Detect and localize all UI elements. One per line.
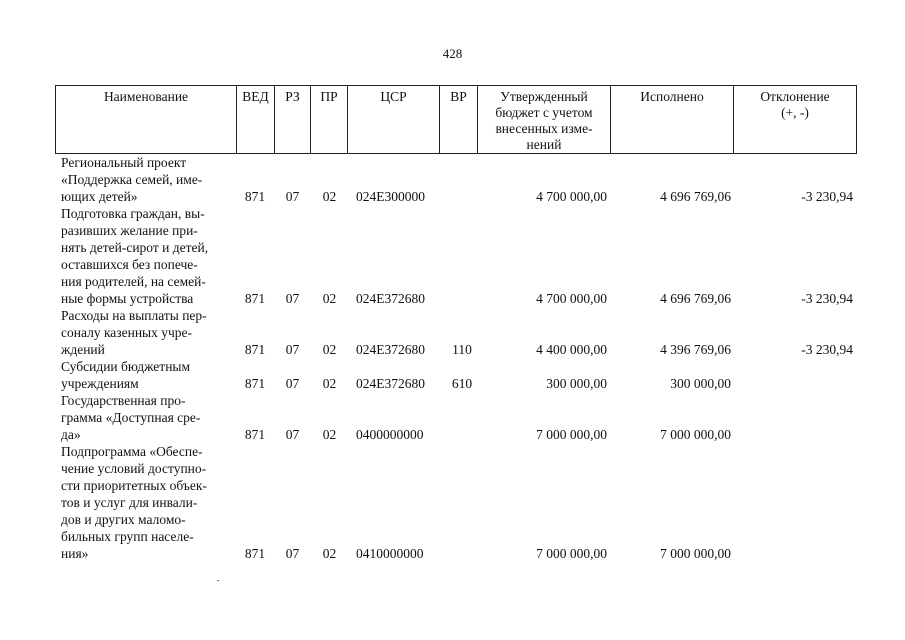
table-body bbox=[55, 154, 861, 562]
row-ved: 871 bbox=[244, 376, 266, 391]
row-rz: 07 bbox=[285, 376, 300, 391]
row-executed: 7 000 000,00 bbox=[660, 546, 731, 561]
header-approved bbox=[478, 86, 611, 154]
table-header bbox=[55, 85, 857, 154]
table-row bbox=[55, 154, 861, 205]
header-approved-label: Утвержденный бюджет с учетом внесенных изме- нений bbox=[495, 89, 593, 152]
row-ved: 871 bbox=[244, 291, 266, 306]
row-rz: 07 bbox=[285, 189, 300, 204]
table-row bbox=[55, 205, 861, 307]
row-ved: 871 bbox=[244, 189, 266, 204]
row-pr: 02 bbox=[322, 342, 337, 357]
row-ved: 871 bbox=[244, 342, 266, 357]
header-name-label: Наименование bbox=[103, 89, 189, 104]
header-csr-label: ЦСР bbox=[380, 89, 407, 104]
header-pr bbox=[311, 86, 348, 154]
row-csr: 024Е300000 bbox=[356, 189, 425, 204]
header-vr bbox=[440, 86, 478, 154]
row-csr: 024Е372680 bbox=[356, 376, 425, 391]
row-pr: 02 bbox=[322, 189, 337, 204]
row-pr: 02 bbox=[322, 427, 337, 442]
row-ved: 871 bbox=[244, 427, 266, 442]
table-row bbox=[55, 307, 861, 358]
scan-speck bbox=[217, 580, 219, 581]
header-deviation bbox=[734, 86, 857, 154]
row-csr: 024Е372680 bbox=[356, 291, 425, 306]
row-deviation: -3 230,94 bbox=[801, 189, 853, 204]
header-executed-label: Исполнено bbox=[640, 89, 704, 104]
row-approved: 4 700 000,00 bbox=[536, 189, 607, 204]
row-rz: 07 bbox=[285, 427, 300, 442]
row-vr: 610 bbox=[451, 376, 473, 391]
row-pr: 02 bbox=[322, 546, 337, 561]
header-deviation-label: Отклонение (+, -) bbox=[760, 89, 830, 120]
row-executed: 7 000 000,00 bbox=[660, 427, 731, 442]
row-name: Подготовка граждан, вы- разивших желание при- нять детей-сирот и детей, оставшихся без попече- ния родителей, на семей- ные формы устройства bbox=[61, 206, 209, 306]
row-approved: 300 000,00 bbox=[546, 376, 607, 391]
row-deviation: -3 230,94 bbox=[801, 291, 853, 306]
header-pr-label: ПР bbox=[320, 89, 338, 104]
row-csr: 0410000000 bbox=[356, 546, 424, 561]
row-executed: 4 396 769,06 bbox=[660, 342, 731, 357]
row-vr: 110 bbox=[452, 342, 472, 357]
row-executed: 300 000,00 bbox=[670, 376, 731, 391]
row-approved: 7 000 000,00 bbox=[536, 546, 607, 561]
row-name: Подпрограмма «Обеспе- чение условий доступно- сти приоритетных объек- тов и услуг для инвали- дов и других маломо- бильных групп населе- ния» bbox=[61, 444, 207, 561]
header-name bbox=[56, 86, 237, 154]
header-executed bbox=[611, 86, 734, 154]
header-ved-label: ВЕД bbox=[242, 89, 269, 104]
row-name: Государственная про- грамма «Доступная сре- да» bbox=[61, 393, 201, 442]
row-name: Субсидии бюджетным учреждениям bbox=[61, 359, 191, 391]
header-csr bbox=[348, 86, 440, 154]
header-rz bbox=[275, 86, 311, 154]
row-approved: 7 000 000,00 bbox=[536, 427, 607, 442]
row-executed: 4 696 769,06 bbox=[660, 291, 731, 306]
row-rz: 07 bbox=[285, 342, 300, 357]
row-rz: 07 bbox=[285, 546, 300, 561]
row-approved: 4 400 000,00 bbox=[536, 342, 607, 357]
header-row bbox=[56, 86, 857, 154]
row-pr: 02 bbox=[322, 291, 337, 306]
row-ved: 871 bbox=[244, 546, 266, 561]
row-approved: 4 700 000,00 bbox=[536, 291, 607, 306]
header-vr-label: ВР bbox=[450, 89, 467, 104]
row-name: Региональный проект «Поддержка семей, име- ющих детей» bbox=[61, 155, 203, 204]
row-rz: 07 bbox=[285, 291, 300, 306]
table-row bbox=[55, 392, 861, 443]
row-csr: 024Е372680 bbox=[356, 342, 425, 357]
header-ved bbox=[237, 86, 275, 154]
table-row bbox=[55, 358, 861, 392]
row-pr: 02 bbox=[322, 376, 337, 391]
row-deviation: -3 230,94 bbox=[801, 342, 853, 357]
page-number: 428 bbox=[442, 46, 463, 61]
row-executed: 4 696 769,06 bbox=[660, 189, 731, 204]
row-name: Расходы на выплаты пер- соналу казенных учре- ждений bbox=[61, 308, 207, 357]
row-csr: 0400000000 bbox=[356, 427, 424, 442]
table-row bbox=[55, 443, 861, 562]
header-rz-label: РЗ bbox=[285, 89, 300, 104]
